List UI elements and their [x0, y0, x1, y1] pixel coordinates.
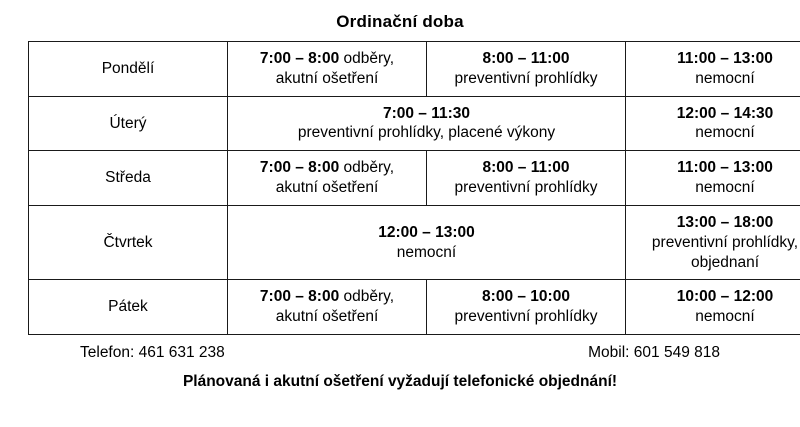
- schedule-cell: [228, 205, 626, 279]
- time-range: 7:00 – 8:00: [259, 50, 340, 67]
- schedule-cell-detail: akutní ošetření: [275, 179, 379, 197]
- schedule-cell: [626, 151, 800, 206]
- schedule-cell: [626, 280, 800, 335]
- schedule-cell: [228, 151, 427, 206]
- time-range: 12:00 – 14:30: [676, 104, 774, 122]
- footer-note: Plánovaná i akutní ošetření vyžadují telefonické objednání!: [182, 373, 618, 391]
- time-range: 8:00 – 11:00: [482, 50, 570, 67]
- schedule-cell-time-line: [234, 223, 619, 243]
- day-label: Středa: [29, 151, 228, 206]
- schedule-cell-time-line: [632, 158, 800, 178]
- day-label: Čtvrtek: [29, 205, 228, 279]
- schedule-cell: [427, 42, 626, 97]
- table-row: [29, 280, 800, 335]
- contact-row: [80, 344, 720, 362]
- schedule-cell-detail: preventivní prohlídky: [454, 69, 598, 87]
- schedule-cell: [626, 96, 800, 151]
- schedule-cell-detail: nemocní: [695, 179, 755, 197]
- time-range: 7:00 – 8:00: [259, 159, 340, 177]
- time-range: 11:00 – 13:00: [677, 50, 773, 67]
- time-suffix: odběry,: [339, 50, 395, 67]
- schedule-cell: [427, 151, 626, 206]
- table-row: [29, 151, 800, 206]
- table-row: [29, 96, 800, 151]
- schedule-cell-detail: preventivní prohlídky,: [651, 233, 799, 251]
- schedule-cell-detail: nemocní: [695, 308, 755, 326]
- schedule-cell: [427, 280, 626, 335]
- schedule-cell-detail: akutní ošetření: [275, 69, 379, 87]
- schedule-cell-time-line: [632, 49, 800, 69]
- schedule-cell-detail: preventivní prohlídky: [454, 308, 598, 326]
- schedule-cell-detail: preventivní prohlídky: [454, 179, 598, 197]
- time-range: 8:00 – 11:00: [482, 159, 570, 177]
- phone-number: Telefon: 461 631 238: [80, 344, 225, 362]
- schedule-cell-time-line: [632, 104, 800, 124]
- schedule-cell: [626, 205, 800, 279]
- schedule-cell-time-line: [433, 287, 619, 307]
- time-range: 11:00 – 13:00: [677, 159, 773, 177]
- schedule-cell-detail: preventivní prohlídky, placené výkony: [297, 124, 556, 142]
- mobile-number: Mobil: 601 549 818: [588, 344, 720, 362]
- time-suffix: odběry,: [339, 288, 395, 306]
- schedule-cell-time-line: [433, 158, 619, 178]
- schedule-cell-detail-2: objednaní: [690, 253, 760, 271]
- day-label: Úterý: [29, 96, 228, 151]
- time-range: 8:00 – 10:00: [482, 288, 570, 306]
- time-suffix: odběry,: [339, 159, 395, 177]
- schedule-cell-time-line: [234, 287, 420, 307]
- page-title: Ordinační doba: [336, 12, 464, 31]
- schedule-cell-time-line: [234, 158, 420, 178]
- schedule-cell-time-line: [234, 49, 420, 69]
- schedule-cell-time-line: [632, 213, 800, 233]
- day-label: Pátek: [29, 280, 228, 335]
- schedule-cell: [228, 280, 427, 335]
- time-range: 7:00 – 8:00: [259, 288, 340, 306]
- time-range: 10:00 – 12:00: [676, 288, 774, 306]
- schedule-cell: [626, 42, 800, 97]
- time-range: 7:00 – 11:30: [382, 104, 471, 122]
- time-range: 12:00 – 13:00: [378, 223, 475, 241]
- table-row: [29, 42, 800, 97]
- schedule-cell-detail: nemocní: [695, 69, 755, 87]
- schedule-cell-detail: nemocní: [695, 124, 755, 142]
- schedule-cell-detail: nemocní: [396, 243, 457, 261]
- day-label: Pondělí: [29, 42, 228, 97]
- schedule-cell-detail: akutní ošetření: [275, 308, 379, 326]
- schedule-cell-time-line: [234, 104, 619, 124]
- schedule-cell: [228, 96, 626, 151]
- schedule-cell-time-line: [433, 49, 619, 69]
- time-range: 13:00 – 18:00: [676, 213, 774, 231]
- schedule-cell-time-line: [632, 287, 800, 307]
- table-row: [29, 205, 800, 279]
- ordination-hours-table: [28, 41, 800, 335]
- schedule-cell: [228, 42, 427, 97]
